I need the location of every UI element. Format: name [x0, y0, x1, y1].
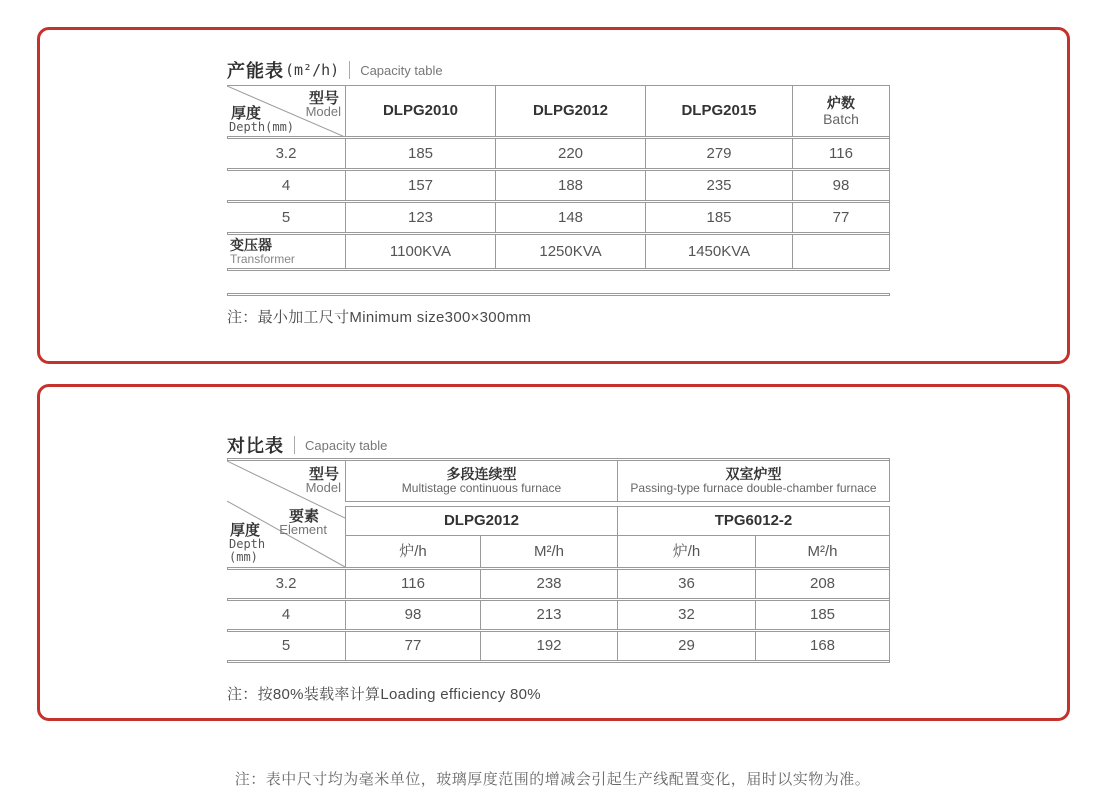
column-header: DLPG2012: [495, 86, 645, 136]
comparison-table-title: [227, 433, 890, 457]
table-cell: 29: [617, 632, 755, 660]
depth-cell: 4: [281, 606, 291, 624]
table-cell: 77: [345, 632, 480, 660]
furnace-type-double-chamber: [617, 461, 890, 501]
column-header-batch: [792, 86, 890, 136]
transformer-label: [227, 235, 345, 268]
column-header: DLPG2010: [345, 86, 495, 136]
depth-cell: 5: [281, 208, 291, 226]
title-cn: 产能表: [227, 61, 284, 81]
furnace-type-cn: 双室炉型: [725, 466, 782, 483]
table-row: [227, 632, 890, 660]
table-cell: 235: [645, 171, 792, 200]
unit-header: M²/h: [755, 536, 890, 567]
table-cell: 98: [345, 601, 480, 629]
table-cell: 185: [755, 601, 890, 629]
depth-cell: 3.2: [275, 144, 297, 162]
furnace-type-row: [345, 461, 890, 502]
table-cell: 185: [645, 203, 792, 232]
corner-model-cn: 型号: [308, 466, 339, 483]
corner-depth-cn: 厚度: [230, 522, 261, 539]
title-en: Capacity table: [360, 62, 443, 78]
furnace-type-en: Multistage continuous furnace: [401, 481, 562, 496]
comparison-table-note: 注：按80%装载率计算Loading efficiency 80%: [227, 686, 541, 703]
comparison-table: [227, 458, 890, 663]
table-cell: 1100KVA: [345, 235, 495, 268]
model-header: DLPG2012: [345, 507, 617, 535]
transformer-cn: 变压器: [230, 236, 272, 253]
table-cell: 220: [495, 139, 645, 168]
table-cell: 116: [792, 139, 890, 168]
transformer-row: [227, 235, 890, 268]
title-divider: [294, 436, 295, 454]
table-cell: 238: [480, 570, 617, 598]
title-cn: 对比表: [227, 436, 284, 456]
table-cell: 77: [792, 203, 890, 232]
unit-row: [345, 536, 890, 567]
table-row: [227, 601, 890, 629]
corner-depth-en: Depth(mm): [229, 120, 295, 134]
table-row: [227, 139, 890, 168]
corner-model-en: Model: [305, 480, 341, 495]
table-cell: 208: [755, 570, 890, 598]
comparison-table-header: [227, 461, 890, 567]
title-divider: [349, 61, 350, 79]
title-en: Capacity table: [305, 437, 388, 453]
capacity-table-card: [37, 27, 1070, 364]
table-cell: 279: [645, 139, 792, 168]
unit-header: M²/h: [480, 536, 617, 567]
corner-depth-en1: Depth: [229, 537, 266, 551]
capacity-table-note: 注：最小加工尺寸Minimum size300×300mm: [227, 309, 532, 326]
table-cell: 1250KVA: [495, 235, 645, 268]
table-cell: 168: [755, 632, 890, 660]
column-header: DLPG2015: [645, 86, 792, 136]
table-cell: 192: [480, 632, 617, 660]
table-cell: 188: [495, 171, 645, 200]
separator-line: [227, 660, 890, 663]
model-row: [345, 506, 890, 536]
furnace-type-multistage: [345, 461, 617, 501]
capacity-table-title: [227, 58, 890, 82]
comparison-table-card: [37, 384, 1070, 721]
table-row: [227, 570, 890, 598]
title-unit: (m²/h): [285, 61, 340, 79]
unit-header: 炉/h: [617, 536, 755, 567]
corner-depth-cn: 厚度: [231, 105, 262, 122]
corner-model-en: Model: [305, 104, 341, 119]
corner-element-cn: 要素: [288, 508, 319, 525]
table-cell: 213: [480, 601, 617, 629]
corner-element-en: Element: [279, 522, 327, 537]
furnace-type-cn: 多段连续型: [446, 466, 517, 483]
model-header: TPG6012-2: [617, 507, 890, 535]
separator-line: [227, 293, 890, 296]
batch-en: Batch: [823, 111, 859, 127]
depth-cell: 3.2: [275, 575, 297, 593]
depth-cell: 4: [281, 176, 291, 194]
table-cell: 148: [495, 203, 645, 232]
unit-header: 炉/h: [345, 536, 480, 567]
page-footnote: 注：表中尺寸均为毫米单位，玻璃厚度范围的增减会引起生产线配置变化，届时以实物为准。: [234, 771, 871, 788]
table-cell: 123: [345, 203, 495, 232]
table-cell: 157: [345, 171, 495, 200]
corner-depth-en2: (mm): [229, 550, 258, 564]
footer-rule: [227, 293, 890, 296]
diagonal-header-cell: [227, 461, 345, 567]
separator-line: [227, 268, 890, 271]
table-row: [227, 203, 890, 232]
diagonal-header-cell: [227, 86, 345, 136]
table-cell: 185: [345, 139, 495, 168]
corner-model-cn: 型号: [308, 90, 339, 107]
transformer-en: Transformer: [230, 251, 295, 266]
furnace-type-en: Passing-type furnace double-chamber furnace: [630, 481, 877, 496]
table-cell: [792, 235, 890, 268]
capacity-table-header-row: [227, 85, 890, 136]
table-cell: 36: [617, 570, 755, 598]
table-cell: 116: [345, 570, 480, 598]
batch-cn: 炉数: [827, 94, 855, 111]
capacity-table: [227, 85, 890, 271]
depth-cell: 5: [281, 637, 291, 655]
table-cell: 1450KVA: [645, 235, 792, 268]
table-row: [227, 171, 890, 200]
table-cell: 98: [792, 171, 890, 200]
table-cell: 32: [617, 601, 755, 629]
